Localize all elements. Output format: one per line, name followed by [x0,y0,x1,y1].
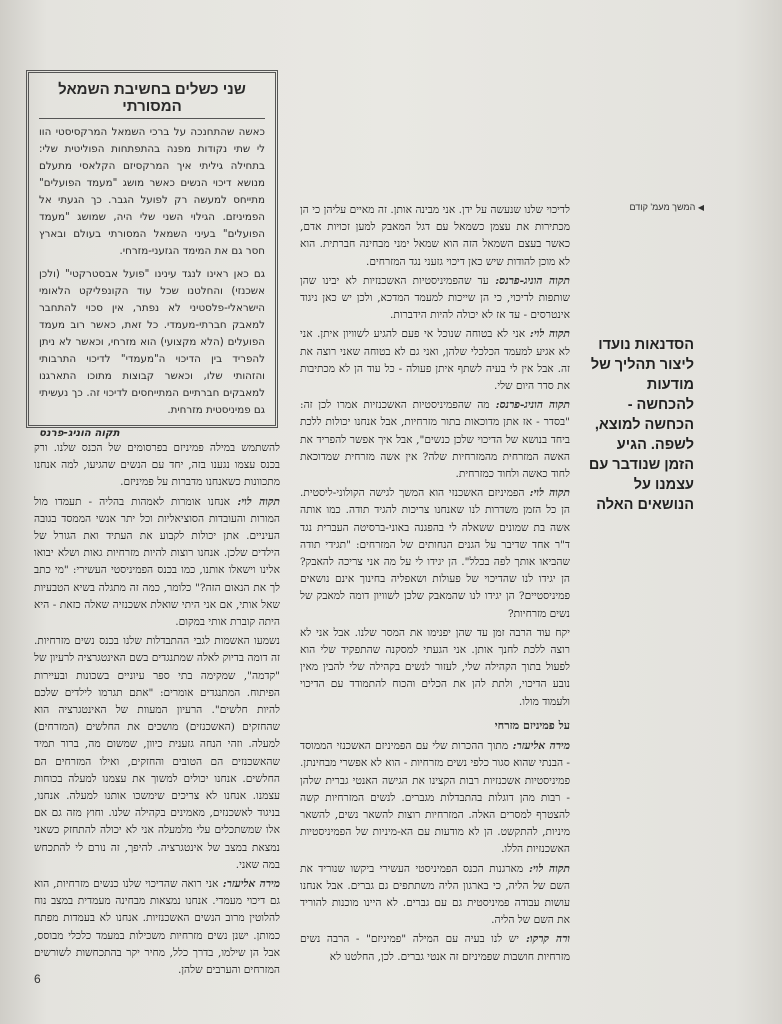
speaker-name: מירה אליעזר: [218,878,280,891]
paragraph-text: מארגנות הכנס הפמיניסטי העשירי ביקשו שנוריד את השם של הליה, כי בארגון הליה משתתפים גם גברים. אבל אנחנו עושות עבודה פמיניסטית גם עם גברים. לא היינו מוכנות להוריד את השם של הליה. [300,862,570,927]
page-number: 6 [34,972,41,986]
paragraph-text: אנחנו אומרות לאמהות בהליה - תעמדו מול המורות והעובדות הסוציאליות וכל יתר אנשי הממסד בגובה העיניים. אתן יכולות לקבוע את העתיד ואת הגורל של הילדים שלכן. אנחנו רוצות להיות מזרחיות גאות ושלא יבואו אלינו וישאלו אותנו, כמו בכנס הפמיניסטי העשירי: "מי כתב לך את הנאום הזה?" כלומר, כמה זה מתגלה בשיא הטבעיות שאל אותי, אם אני היתי שואלת אשכנזיה שאלה כזאת - היא היתה קוברת אותי במקום. [34,495,280,629]
speaker-name: תקוה לוי: [523,862,570,875]
paragraph-text: הפמיניזם האשכנזי הוא המשך לגישה הקולוני-ליסטית. הן כל הזמן משדרות לנו שאנחנו צריכות להגיד תודה. כמו אותה אשה בת שמונים ששאלה לי בהפגנה באוני-ברסיטה העברית נגד ד"ר אחד שדיבר על הגנים הנחותים של המזרחים: "תגידי תודה שהביאו אותך לפה בכלל". הן יגידו לי על מה אני צריכה להאבק? הן יגידו לנו שהדיכוי של פעולות ושאפליה בחינוך אינם נושאים פמיניסטיים? הן יגידו לנו שהמאבק שלכן לשוויון דומה למאבק של נשים מזרחיות? [300,487,570,620]
article-paragraph [300,485,570,623]
sidebar-paragraph: כאשה שהתחנכה על ברכי השמאל המרקסיסטי הוו לי שתי נקודות מפנה בהתפתחות הפוליטית שלי: בתחילה גיליתי איך המרקסיזם הקלאסי מתעלם מנושא דיכוי הנשים כאשר מושג "מעמד הפועלים" מתייחס למעשה רק לפועל הגבר. כך הגעתי אל הפמיניזם. הגילוי השני שלי היה, שמושג "מעמד הפועלים" בעיני השמאל המסורתי בעולם ובארץ חסר גם את המימד הגזעני-מזרחי. [39,126,265,257]
paragraph-text: יקח עוד הרבה זמן עד שהן יפנימו את המסר שלנו. אבל אני לא רוצה ללכת לחנך אותן. אני הגעתי למסקנה שהתפקיד שלי הוא לפעול בתוך הקהילה שלי, לעזור לנשים בקהילה שלי להבין מאין נובע הדיכוי, ולתת להן את הכלים והכוח להתמודד עם הדיכוי ולעמוד מולו. [300,626,570,708]
speaker-name: תקוה לוי: [525,328,570,341]
paragraph-text: אני לא בטוחה שנוכל אי פעם להגיע לשוויון איתן. אני לא אגיע למעמד הכלכלי שלהן, ואני גם לא בטוחה שאני רוצה את זה. אבל אין לי בעיה לשתף איתן פעולה - כל עוד הן לא מכתיבות את סדר היום שלי. [300,328,570,393]
article-paragraph [34,633,280,874]
article-paragraph [300,326,570,395]
article-paragraph [300,738,570,858]
arrow-left-icon: ◀ [697,203,704,212]
sidebar-signature: תקוה הוניג-פרנס [39,427,120,439]
article-paragraph [300,931,570,965]
paragraph-text: עד שהפמיניסטיות האשכנזיות לא יבינו שהן שותפות לדיכוי, כי הן שייכות למעמד המדכא, ולכן יש כאן ניגוד אינטרסים - עד אז לא יכולה להיות הידברות. [300,274,570,322]
speaker-name: תקוה הוניג-פרנס: [489,399,570,412]
article-paragraph [300,397,570,483]
article-paragraph [300,202,570,271]
speaker-name: תקוה הוניג-פרנס: [488,274,570,287]
paragraph-text: אני רואה שהדיכוי שלנו כנשים מזרחיות, הוא גם דיכוי מעמדי. אנחנו נמצאות מבחינה מעמדית במצב נוח להלוטין מרוב הנשים האשכנזיות. אנחנו לא בעמדות מפתח כמותן. ישנן נשים מזרחיות משכילות במעמד כלכלי מבוסס, אבל הן שילמו, בדרך כלל, מחיר יקר בהתכחשות לשורשים המזרחים והערבים שלהן. [34,878,280,977]
continued-note-text: המשך מעמ' קודם [629,202,696,212]
sidebar-title: שני כשלים בחשיבת השמאל המסורתי [39,81,265,119]
paragraph-text: מתוך ההכרות שלי עם הפמיניזם האשכנזי הממוסד - הבנתי שהוא סגור כלפי נשים מזרחיות - הוא לא אפשרי מבחינתן. פמיניסטיות אשכנזיות רבות הקצינו את הגישה האנטי גברית שלהן - רבות מהן דוגלות בהתבדלות מגברים. לנשים המזרחיות קשה להצטרף למסרים האלה. המזרחיות רוצות להשאר נשים, להשאר מיניות, להתקשט. הן לא מודעות עם הא-מיניות של הפמיניסטיות האשכנזיות הללו. [300,740,570,856]
article-paragraph [34,440,280,492]
left-column [34,440,280,980]
paragraph-text: נשמעו האשמות לגבי ההתבדלות שלנו בכנס נשים מזרחיות. זה דומה בדיוק לאלה שמתנגדים בשם האינטגרציה לרעיון של "קדמה", שמקימה בתי ספר עיוניים בשכונות ובעיירות הפיתוח. המתנגדים אומרים: "אתם תגרמו לילדים שלכם להיות חלשים". הרעיון המעוות של האינטגרציה הוא שהחזקים (האשכנזים) מושכים את החלשים (המזרחים) למעלה. וזהי הנחה גזענית כיוון, שמשום מה, ברור תמיד שהאשכנזים הם הטובים והחזקים, ואילו המזרחים הם החלשים. אנחנו יכולים למשוך את עצמנו למעלה בכוחות עצמנו. אנחנו לא צריכים שימשכו אותנו למעלה. אנחנו, בניגוד לאשכנזים, מאמינים בקהילה שלנו. וחוץ מזה גם אם אלו שמשתכלים עלי מלמעלה אני לא יכולה להתחזק כשאני נמצאת במצב של אינטגרציה. להיפך, זה נורם לי להתכחש במה שאני. [34,635,280,871]
sidebar-box [26,70,278,439]
article-paragraph [300,273,570,325]
speaker-name: מירה אליעזר: [508,740,570,753]
article-paragraph [300,625,570,711]
article-paragraph [34,876,280,979]
paragraph-text: יש לנו בעיה עם המילה "פמיניזם" - הרבה נשים מזרחיות חושבות שפמיניזם זה אנטי גברים. לכן, החלטנו לא [300,933,570,963]
speaker-name: תקוה לוי: [230,495,281,508]
article-paragraph [300,861,570,930]
continued-note [584,202,704,212]
speaker-name: ורה קרקו: [519,933,570,946]
paragraph-text: מה שהפמיניסטיות האשכנזיות אמרו לכן זה: "בסדר - אז אתן מדוכאות בתור מזרחיות, אבל אנחנו יכולות ללכת ביחד בנושא של הדיכוי שלכן כנשים", אבל איך אפשר להפריד את האשה המזרחית מהמזרחיות שלה? אין אשה מזרחית שמדוכאת לחוד כאשה ולחוד כמזרחית. [300,399,570,481]
sidebar-paragraph: גם כאן ראינו לנגד עינינו "פועל אבסטרקטי" (ולכן אשכנזי) והחלטנו שכל עוד הקונפליקט הלאומי הישראלי-פלסטיני לא נפתר, אין סכוי להתחבר למאבק חברתי-מעמדי. כל זאת, כאשר רוב מעמד הפועלים (הלא מקצועי) הוא מזרחי, וכאשר לא ניתן להפריד בין הדיכוי ה"מעמדי" לדיכוי התרבותי והזהותי שלו, וכאשר קבוצות מתוכו התארגנו למאבקים חברתיים המתייחסים לדיכוי זה. כך נעשיתי גם פמיניסטית מזרחית. [39,268,265,416]
middle-column [300,202,570,972]
pull-quote: הסדנאות נועדו ליצור תהליך של מודעות להכחשה - הכחשה למוצא, לשפה. הגיע הזמן שנודבר עם עצמנו על הנושאים האלה [588,337,694,513]
speaker-name: תקוה לוי: [524,487,570,500]
paragraph-text: להשתמש במילה פמיניזם בפרסומים של הכנס שלנו. ורק בכנס עצמו נגענו בזה, יחד עם הנשים שהגיעו, למה אנחנו מתכוונות כשאנחנו מדברות על פמיניזם. [34,442,280,489]
article-paragraph [34,494,280,632]
section-subhead: על פמיניזם מזרחי [494,718,570,732]
paragraph-text: לדיכוי שלנו שנעשה על ידן. אני מבינה אותן. זה מאיים עליהן כי הן מכתירות את עצמן כשמאל עם דגל המאבק למען זכויות אדם, כאשר בעצם השמאל הזה הוא שמאל ימני מבחינה חברתית. הוא לא מוכן להודות שיש כאן דיכוי גזעני נגד המזרחים. [300,204,570,268]
